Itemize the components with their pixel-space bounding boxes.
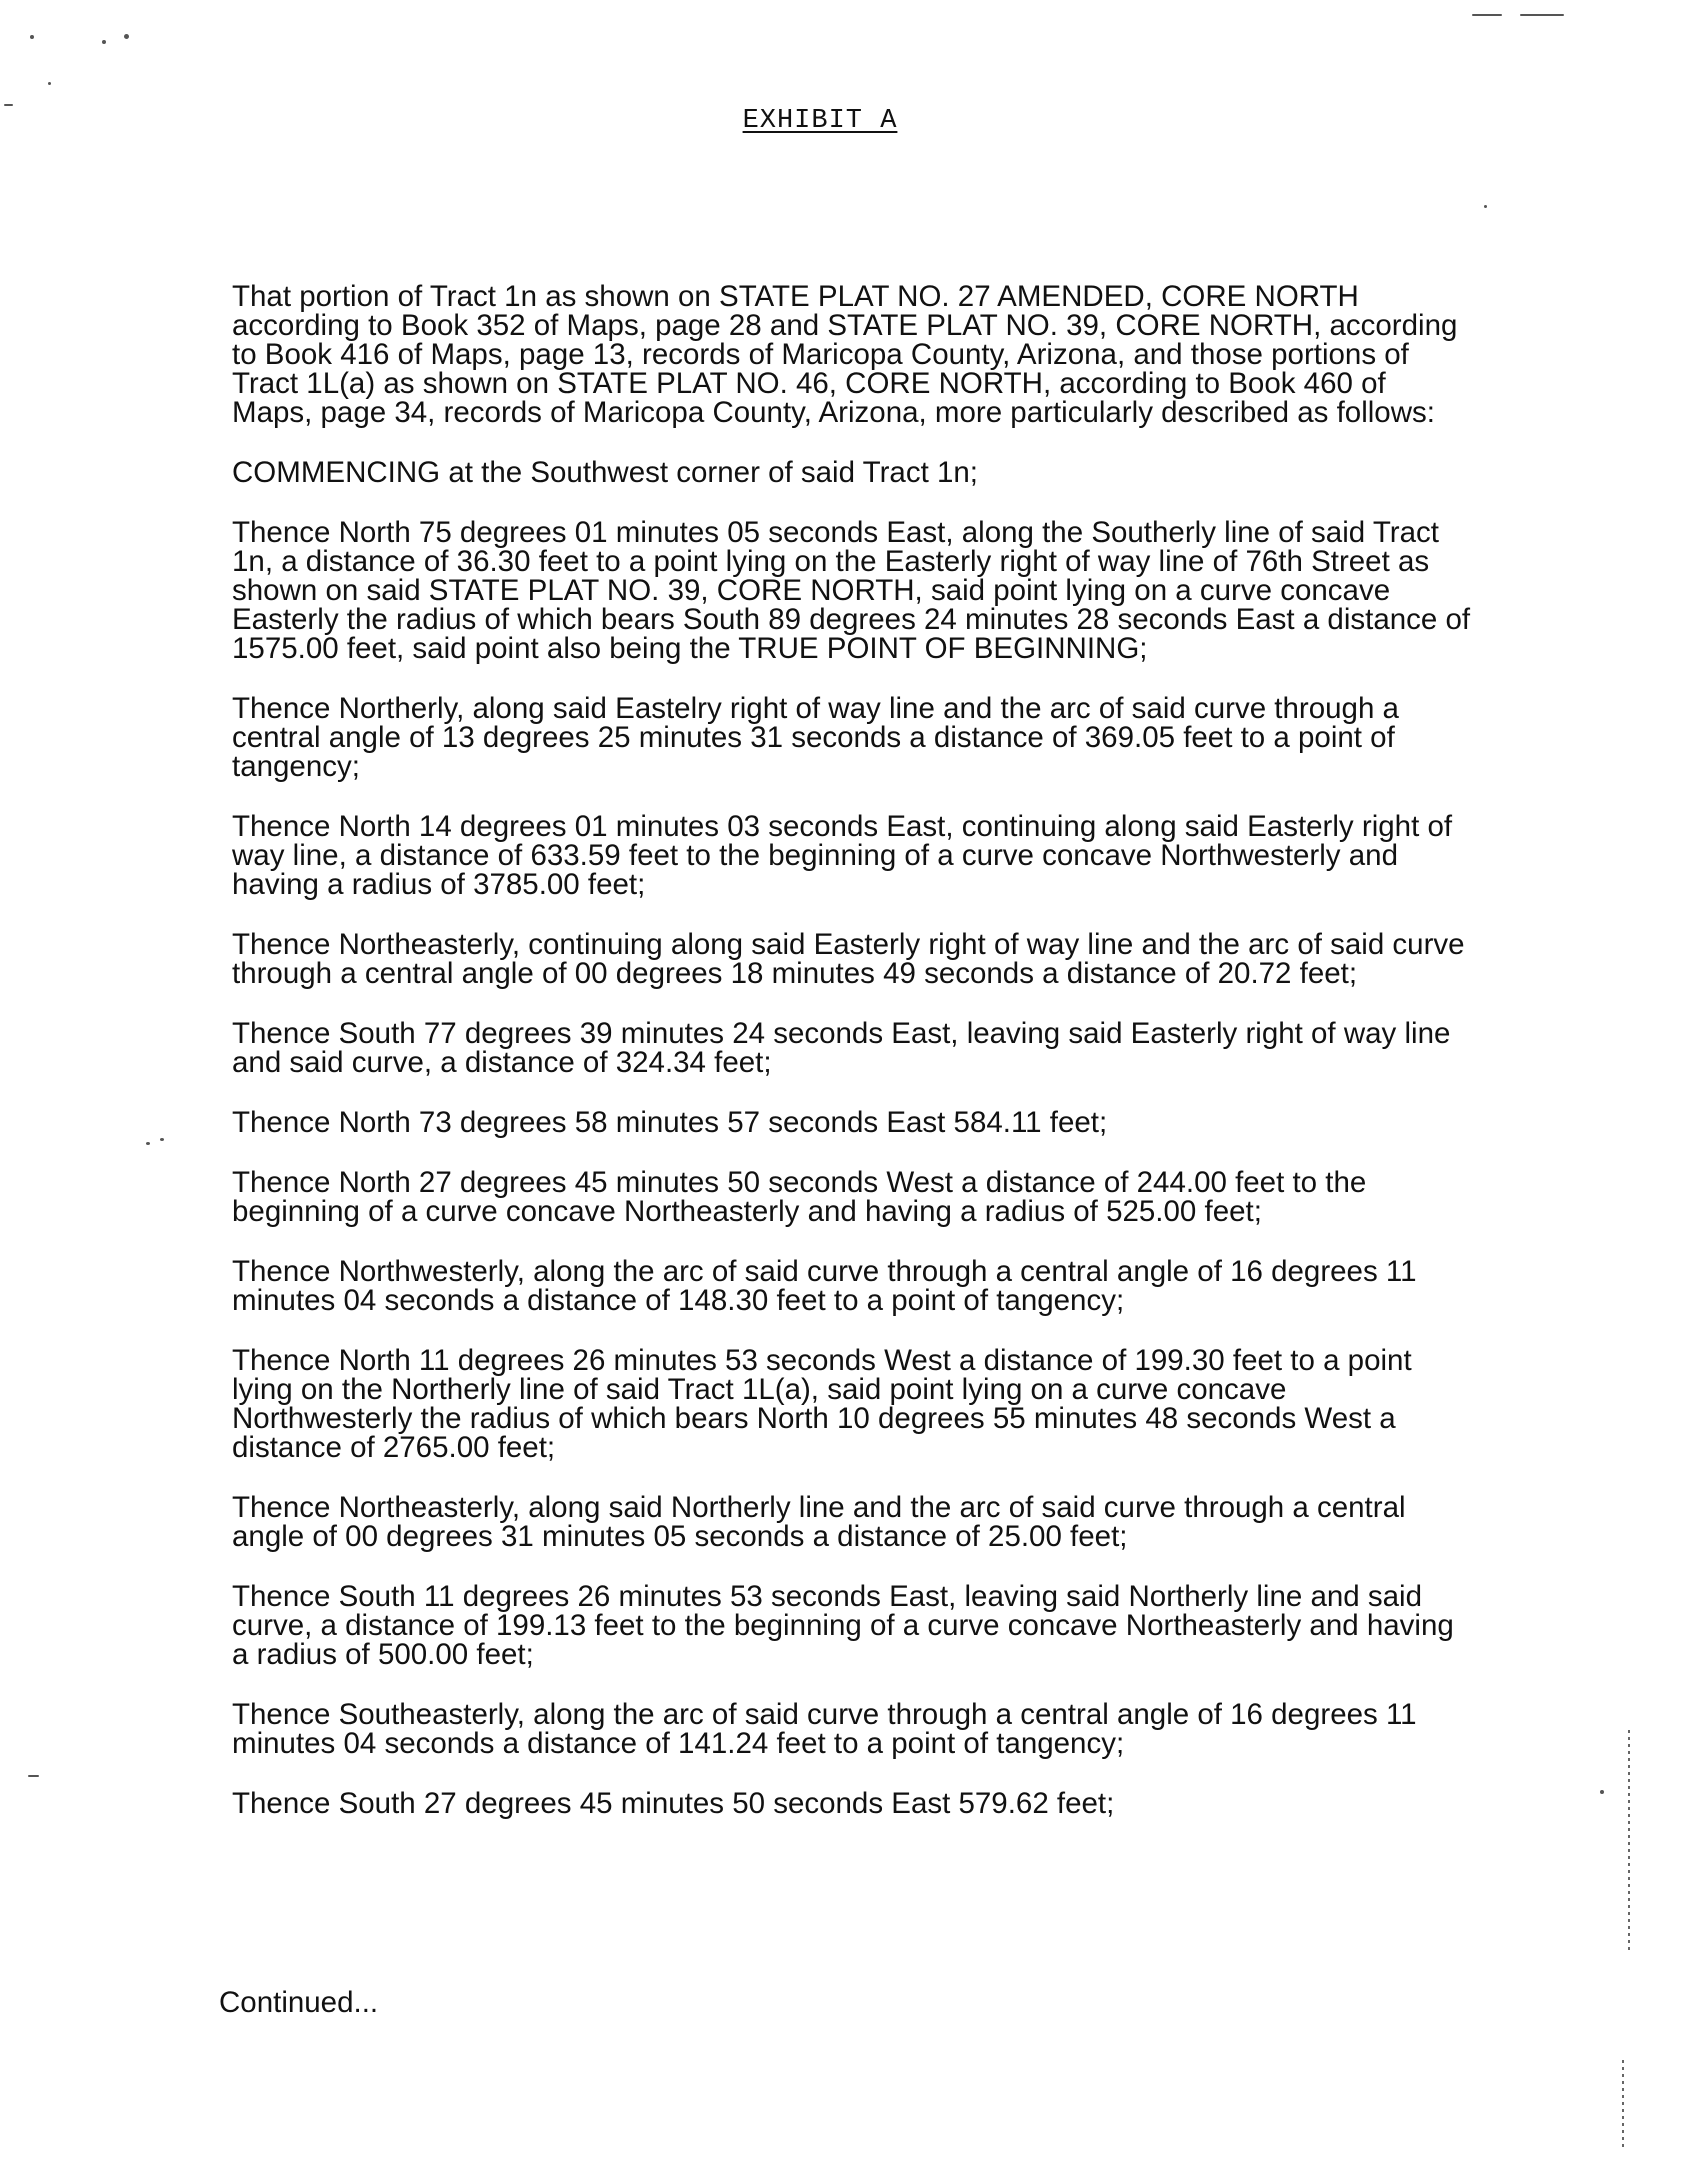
scan-edge-line	[1622, 2060, 1624, 2150]
exhibit-title: EXHIBIT A	[742, 106, 898, 136]
commencing-paragraph: COMMENCING at the Southwest corner of said Tract 1n;	[232, 456, 978, 489]
course-paragraph: Thence South 27 degrees 45 minutes 50 seconds East 579.62 feet;	[232, 1787, 1115, 1820]
continued-note: Continued...	[219, 1986, 379, 2019]
scan-speck	[124, 34, 129, 39]
course-paragraph: Thence North 75 degrees 01 minutes 05 seconds East, along the Southerly line of said Tract 1n, a distance of 36.30 feet to a point lying on the Easterly right of way line of 76th Street as shown on said STATE PLAT NO. 39, CORE NORTH, said point lying on a curve concave Easterly the radius of which bears South 89 degrees 24 minutes 28 seconds East a distance of 1575.00 feet, said point also being the TRUE POINT OF BEGINNING;	[232, 516, 1471, 665]
course-paragraph: Thence North 14 degrees 01 minutes 03 seconds East, continuing along said Easterly right of way line, a distance of 633.59 feet to the beginning of a curve concave Northwesterly and having a radius of 3785.00 feet;	[232, 810, 1453, 901]
course-paragraph: Thence Northeasterly, along said Northerly line and the arc of said curve through a central angle of 00 degrees 31 minutes 05 seconds a distance of 25.00 feet;	[232, 1491, 1406, 1553]
scan-edge-line	[1628, 1730, 1630, 1950]
course-paragraph: Thence Northerly, along said Eastelry right of way line and the arc of said curve through a central angle of 13 degrees 25 minutes 31 seconds a distance of 369.05 feet to a point of tangency;	[232, 692, 1399, 783]
course-paragraph: Thence North 73 degrees 58 minutes 57 seconds East 584.11 feet;	[232, 1106, 1108, 1139]
course-paragraph: Thence North 11 degrees 26 minutes 53 seconds West a distance of 199.30 feet to a point lying on the Northerly line of said Tract 1L(a), said point lying on a curve concave Northwesterly the radius of which bears North 10 degrees 55 minutes 48 seconds West a distance of 2765.00 feet;	[232, 1344, 1412, 1464]
course-paragraph: Thence North 27 degrees 45 minutes 50 seconds West a distance of 244.00 feet to the beginning of a curve concave Northeasterly and having a radius of 525.00 feet;	[232, 1166, 1367, 1228]
scan-speck	[4, 104, 13, 106]
course-paragraph: Thence Northwesterly, along the arc of said curve through a central angle of 16 degrees 11 minutes 04 seconds a distance of 148.30 feet to a point of tangency;	[232, 1255, 1417, 1317]
intro-paragraph: That portion of Tract 1n as shown on STATE PLAT NO. 27 AMENDED, CORE NORTH according to Book 352 of Maps, page 28 and STATE PLAT NO. 39, CORE NORTH, according to Book 416 of Maps, page 13, records of Maricopa County, Arizona, and those portions of Tract 1L(a) as shown on STATE PLAT NO. 46, CORE NORTH, according to Book 460 of Maps, page 34, records of Maricopa County, Arizona, more particularly described as follows:	[232, 280, 1458, 429]
scan-speck	[48, 82, 51, 85]
legal-description	[232, 282, 1472, 1840]
scan-speck	[1472, 14, 1502, 16]
scan-speck	[102, 40, 106, 44]
scan-speck	[30, 35, 34, 39]
scan-speck	[1600, 1790, 1604, 1794]
course-paragraph: Thence South 11 degrees 26 minutes 53 seconds East, leaving said Northerly line and said curve, a distance of 199.13 feet to the beginning of a curve concave Northeasterly and having a radius of 500.00 feet;	[232, 1580, 1454, 1671]
scan-speck	[28, 1775, 39, 1777]
scan-speck	[1520, 14, 1564, 16]
course-paragraph: Thence South 77 degrees 39 minutes 24 seconds East, leaving said Easterly right of way line and said curve, a distance of 324.34 feet;	[232, 1017, 1451, 1079]
course-paragraph: Thence Southeasterly, along the arc of said curve through a central angle of 16 degrees 11 minutes 04 seconds a distance of 141.24 feet to a point of tangency;	[232, 1698, 1417, 1760]
scan-speck	[146, 1142, 150, 1145]
scan-speck	[1484, 205, 1487, 208]
course-paragraph: Thence Northeasterly, continuing along said Easterly right of way line and the arc of said curve through a central angle of 00 degrees 18 minutes 49 seconds a distance of 20.72 feet;	[232, 928, 1465, 990]
scan-speck	[160, 1138, 164, 1141]
